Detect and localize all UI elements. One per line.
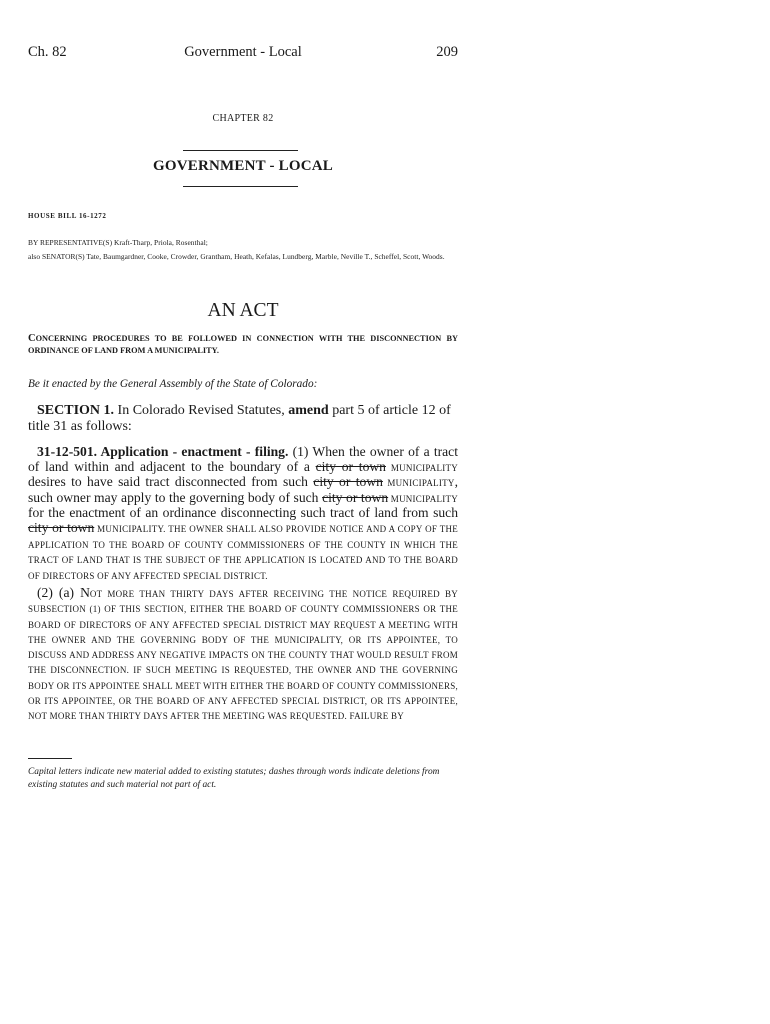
deleted-text: city or town xyxy=(313,474,383,490)
statute-paragraph-1 xyxy=(28,445,458,583)
inserted-text: MUNICIPALITY. T xyxy=(94,523,174,534)
inserted-text: AILURE BY xyxy=(354,711,405,722)
running-header xyxy=(28,44,458,64)
statute-text: , such owner may apply to the governing body of such xyxy=(28,474,458,505)
inserted-text: MUNICIPALITY xyxy=(385,462,458,473)
footnote-rule xyxy=(28,758,72,759)
statute-text: for the enactment of an ordinance disconnecting such tract of land from such xyxy=(28,505,458,521)
inserted-text: HE OWNER SHALL ALSO PROVIDE NOTICE AND A COPY OF THE APPLICATION TO THE BOARD OF COUNTY COMMISSIONERS OF THE COUNTY IN WHICH THE TRACT OF LAND THAT IS THE SUBJECT OF THE APPLICATION IS LOCATED AND TO THE BOARD OF DIRECTORS OF ANY AFFECTED SPECIAL DISTRICT. xyxy=(28,523,458,581)
header-title: Government - Local xyxy=(184,44,302,60)
section-1-label: SECTION 1. xyxy=(37,403,115,418)
section-1-amend: amend xyxy=(288,403,329,418)
deleted-text: city or town xyxy=(315,458,386,474)
inserted-text: MUNICIPALITY xyxy=(388,493,458,504)
section-1 xyxy=(28,403,458,435)
deleted-text: city or town xyxy=(28,519,95,535)
title-rule-bottom xyxy=(183,186,298,187)
statute-heading: 31-12-501. Application - enactment - filing. xyxy=(37,444,289,459)
footnote: Capital letters indicate new material added to existing statutes; dashes through words indicate deletions from existing statutes and such material not part of act. xyxy=(28,767,440,790)
chapter-label: CHAPTER 82 xyxy=(212,113,274,124)
act-subject-end: . xyxy=(216,345,219,355)
section-1-text-b: part 5 of article 12 of title 31 as follows: xyxy=(28,403,451,434)
statute-paragraph-2 xyxy=(28,586,458,724)
enacting-clause: Be it enacted by the General Assembly of the State of Colorado: xyxy=(28,378,318,390)
deleted-text: city or town xyxy=(322,489,389,505)
inserted-text: F SUCH MEETING IS REQUESTED, THE OWNER AND THE GOVERNING BODY OR ITS APPOINTEE SHALL MEET WITH EITHER THE BOARD OF COUNTY COMMISSIONERS, OR ITS APPOINTEE, OR THE BOARD OF ANY AFFECTED SPECIAL DISTRICT, OR ITS APPOINTEE, NOT MORE THAN THIRTY DAYS AFTER THE MEETING WAS REQUESTED. F xyxy=(28,665,458,722)
act-title: AN ACT xyxy=(207,300,279,321)
chapter-number: Ch. 82 xyxy=(28,44,67,60)
chapter-title: GOVERNMENT - LOCAL xyxy=(152,158,333,174)
title-rule-top xyxy=(183,150,298,151)
bill-number: HOUSE BILL 16-1272 xyxy=(28,212,107,220)
inserted-text: MUNICIPALITY xyxy=(382,478,455,489)
sponsors xyxy=(28,236,458,263)
statute-text: desires to have said tract disconnected from such xyxy=(28,474,314,490)
act-subject xyxy=(28,333,458,356)
act-subject-initial: C xyxy=(28,333,36,344)
sponsor-representatives: BY REPRESENTATIVE(S) Kraft-Tharp, Priola, Rosenthal; xyxy=(28,238,208,247)
subsection-label: (2) (a) N xyxy=(37,585,90,600)
act-subject-text: ONCERNING PROCEDURES TO BE FOLLOWED IN CONNECTION WITH THE DISCONNECTION BY ORDINANCE OF LAND FROM A MUNICIPALITY xyxy=(28,334,458,355)
section-1-text-a: In Colorado Revised Statutes, xyxy=(114,403,289,418)
inserted-text: OT MORE THAN THIRTY DAYS AFTER RECEIVING THE NOTICE REQUIRED BY SUBSECTION (1) OF THIS SECTION, EITHER THE BOARD OF COUNTY COMMISSIONERS OR THE BOARD OF DIRECTORS OF ANY AFFECTED SPECIAL DISTRICT MAY REQUEST A MEETING WITH THE OWNER AND THE GOVERNING BODY OF THE MUNICIPALITY, OR ITS APPOINTEE, TO DISCUSS AND ADDRESS ANY NEGATIVE IMPACTS ON THE COUNTY THAT WOULD RESULT FROM THE DISCONNECTION. I xyxy=(28,589,458,676)
page-number: 209 xyxy=(436,44,458,60)
sponsor-senators: also SENATOR(S) Tate, Baumgardner, Cooke, Crowder, Grantham, Heath, Kefalas, Lundberg, Marble, Neville T., Scheffel, Scott, Woods. xyxy=(28,251,445,261)
statute-text: (1) When the owner of a tract of land within and adjacent to the boundary of a xyxy=(28,444,458,474)
